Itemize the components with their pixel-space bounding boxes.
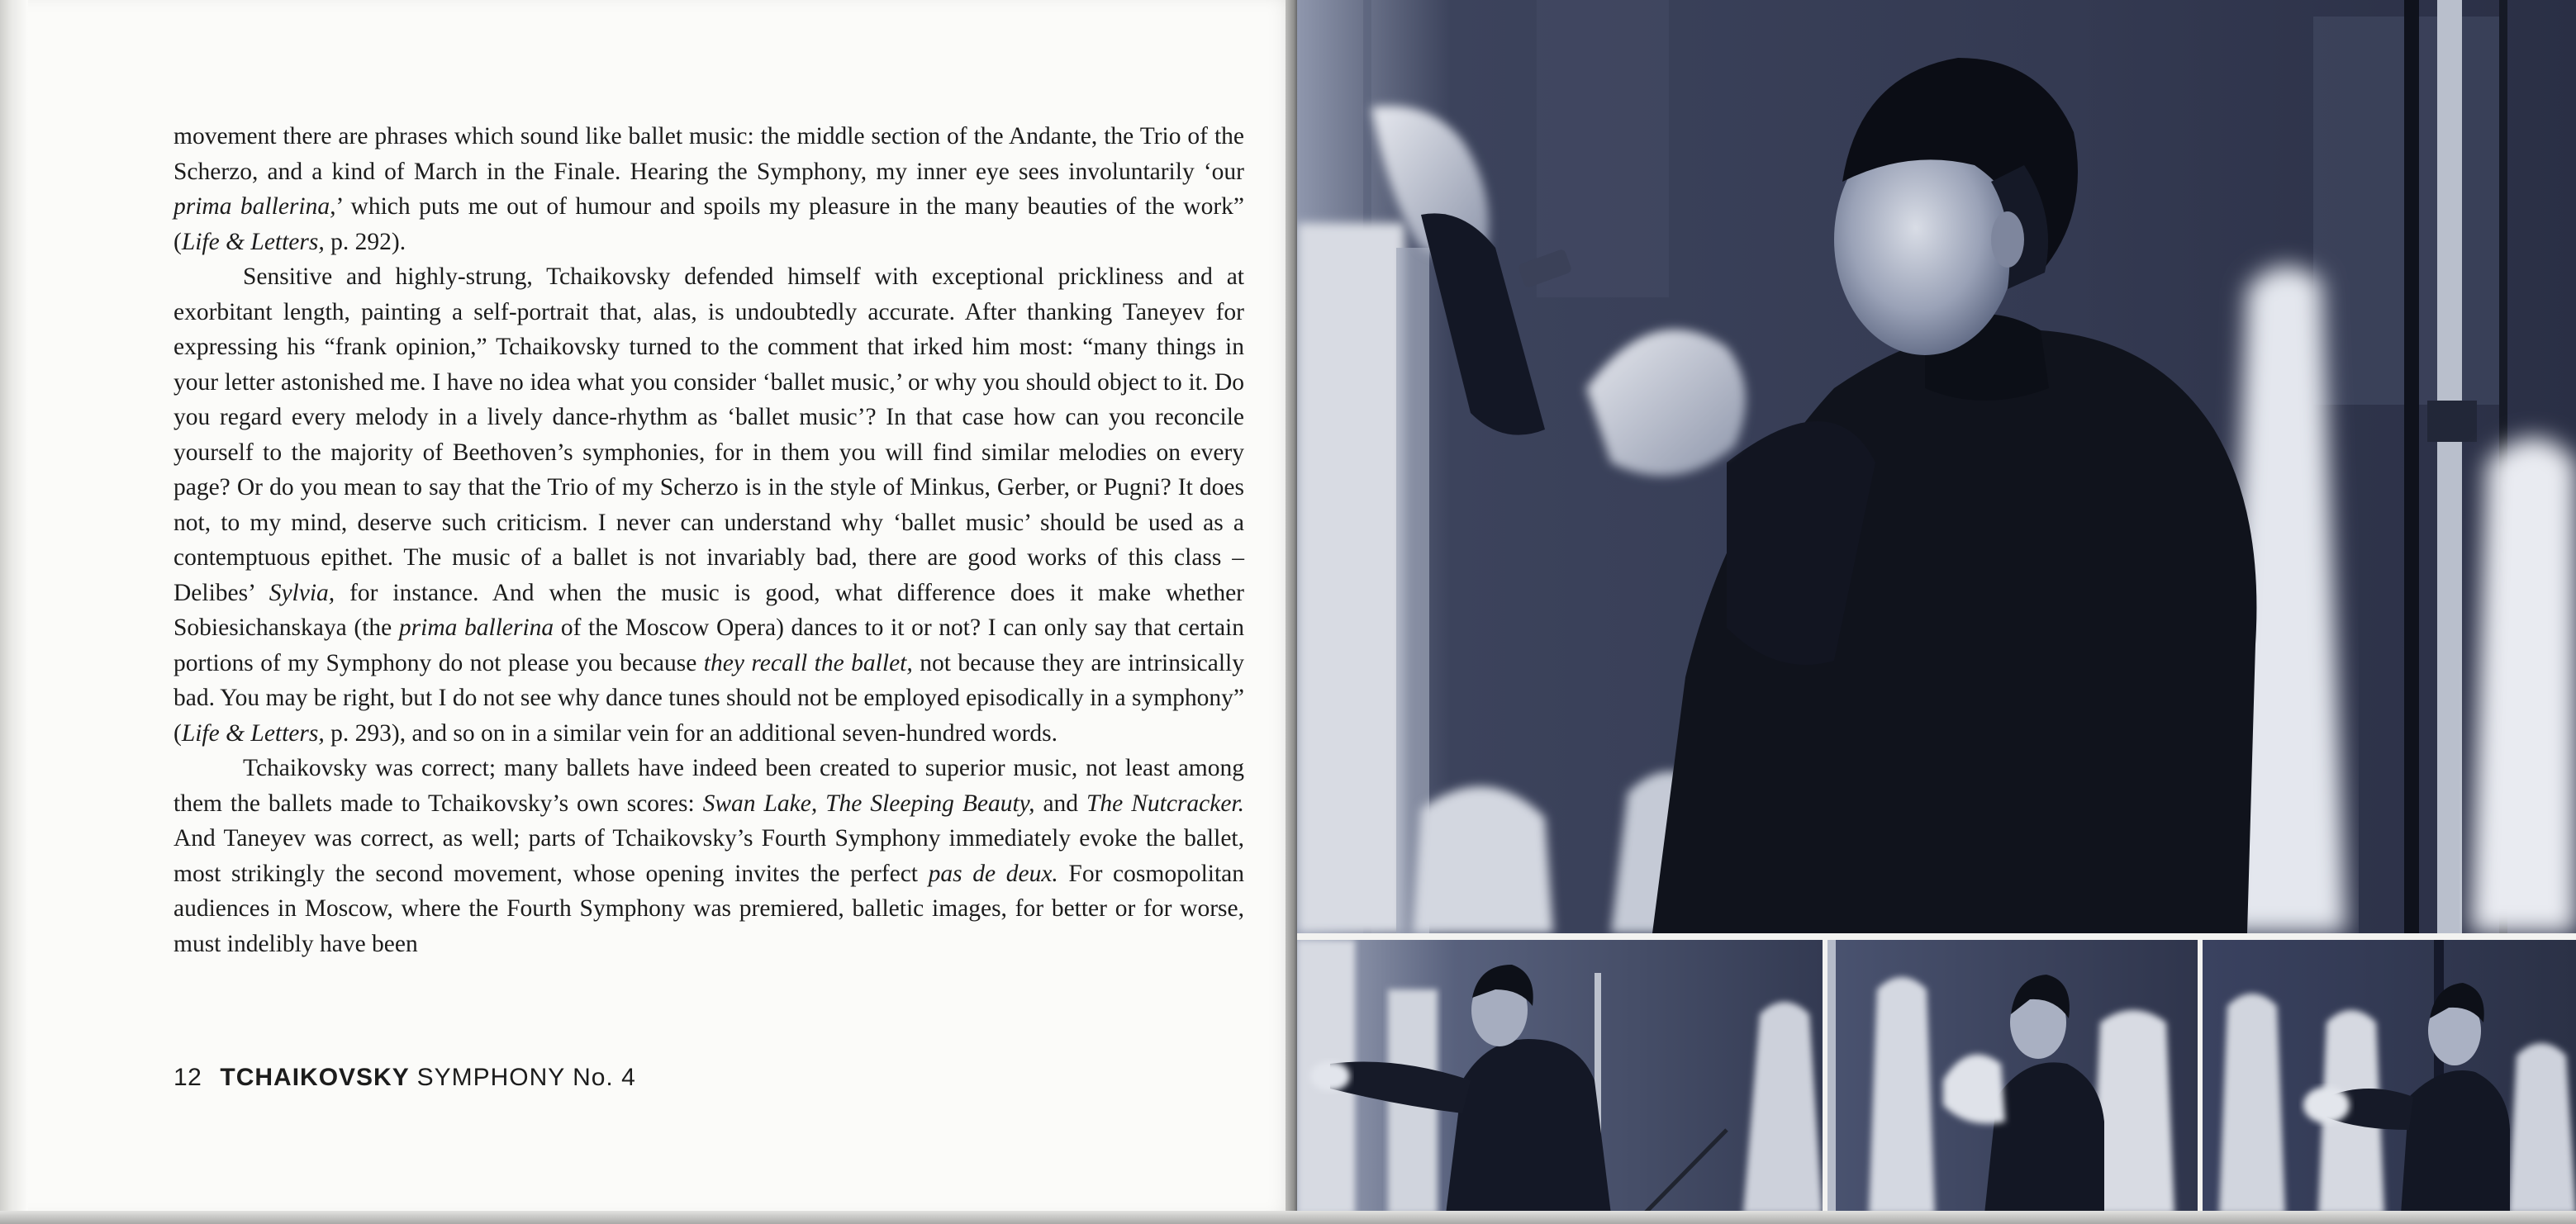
paragraph-1: movement there are phrases which sound like ballet music: the middle section of the Andante, the Trio of the Scherzo, and a kind of March in the Finale. Hearing the Symphony, my inner eye sees involuntarily ‘our prima ballerina,’ which puts me out of humour and spoils my pleasure in the many beauties of the work” (Life & Letters, p. 292). [173,123,1244,255]
text-page [0,0,1295,1214]
footer-composer: TCHAIKOVSKY [220,1064,410,1091]
footer-work: SYMPHONY No. 4 [416,1064,636,1091]
conductor-strip-3-image [2203,940,2576,1214]
paragraph-3: Tchaikovsky was correct; many ballets have indeed been created to superior music, not least among them the ballets made to Tchaikovsky’s own scores: Swan Lake, The Sleeping Beauty, and The Nutcracker. And Taneyev was correct, as well; parts of Tchaikovsky’s Fourth Symphony immediately evoke the ballet, most strikingly the second movement, whose opening invites the perfect pas de deux. For cosmopolitan audiences in Moscow, where the Fourth Symphony was premiered, balletic images, for better or for worse, must indelibly have been [173,755,1245,957]
conductor-strip-2-image [1827,940,2198,1214]
conductor-strip-1-image [1297,940,1823,1214]
conductor-photo-strip-3 [2203,940,2576,1214]
page-number: 12 [173,1064,202,1091]
conductor-photo-main [1297,0,2576,933]
body-text [173,119,1244,961]
conductor-photo-image [1297,0,2576,933]
page-footer [173,1064,636,1092]
page-bottom-edge [0,1211,2576,1224]
page-edge [0,0,28,1214]
conductor-photo-strip-2 [1827,940,2198,1214]
conductor-photo-strip-1 [1297,940,1823,1214]
paragraph-2: Sensitive and highly-strung, Tchaikovsky defended himself with exceptional prickliness and at exorbitant length, painting a self-portrait that, alas, is undoubtedly accurate. After thanking Taneyev for expressing his “frank opinion,” Tchaikovsky turned to the comment that irked him most: “many things in your letter astonished me. I have no idea what you consider ‘ballet music,’ or why you should object to it. Do you regard every melody in a lively dance-rhythm as ‘ballet music’? In that case how can you reconcile yourself to the majority of Beethoven’s symphonies, for in them you will find similar melodies on every page? Or do you mean to say that the Trio of my Scherzo is in the style of Minkus, Gerber, or Pugni? It does not, to my mind, deserve such criticism. I never can understand why ‘ballet music’ should be used as a contemptuous epithet. The music of a ballet is not invariably bad, there are good works of this class – Delibes’ Sylvia, for instance. And when the music is good, what difference does it make whether Sobiesichanskaya (the prima ballerina of the Moscow Opera) dances to it or not? I can only say that certain portions of my Symphony do not please you because they recall the ballet, not because they are intrinsically bad. You may be right, but I do not see why dance tunes should not be employed episodically in a symphony” (Life & Letters, p. 293), and so on in a similar vein for an additional seven-hundred words. [173,263,1244,747]
photo-page [1297,0,2576,1214]
